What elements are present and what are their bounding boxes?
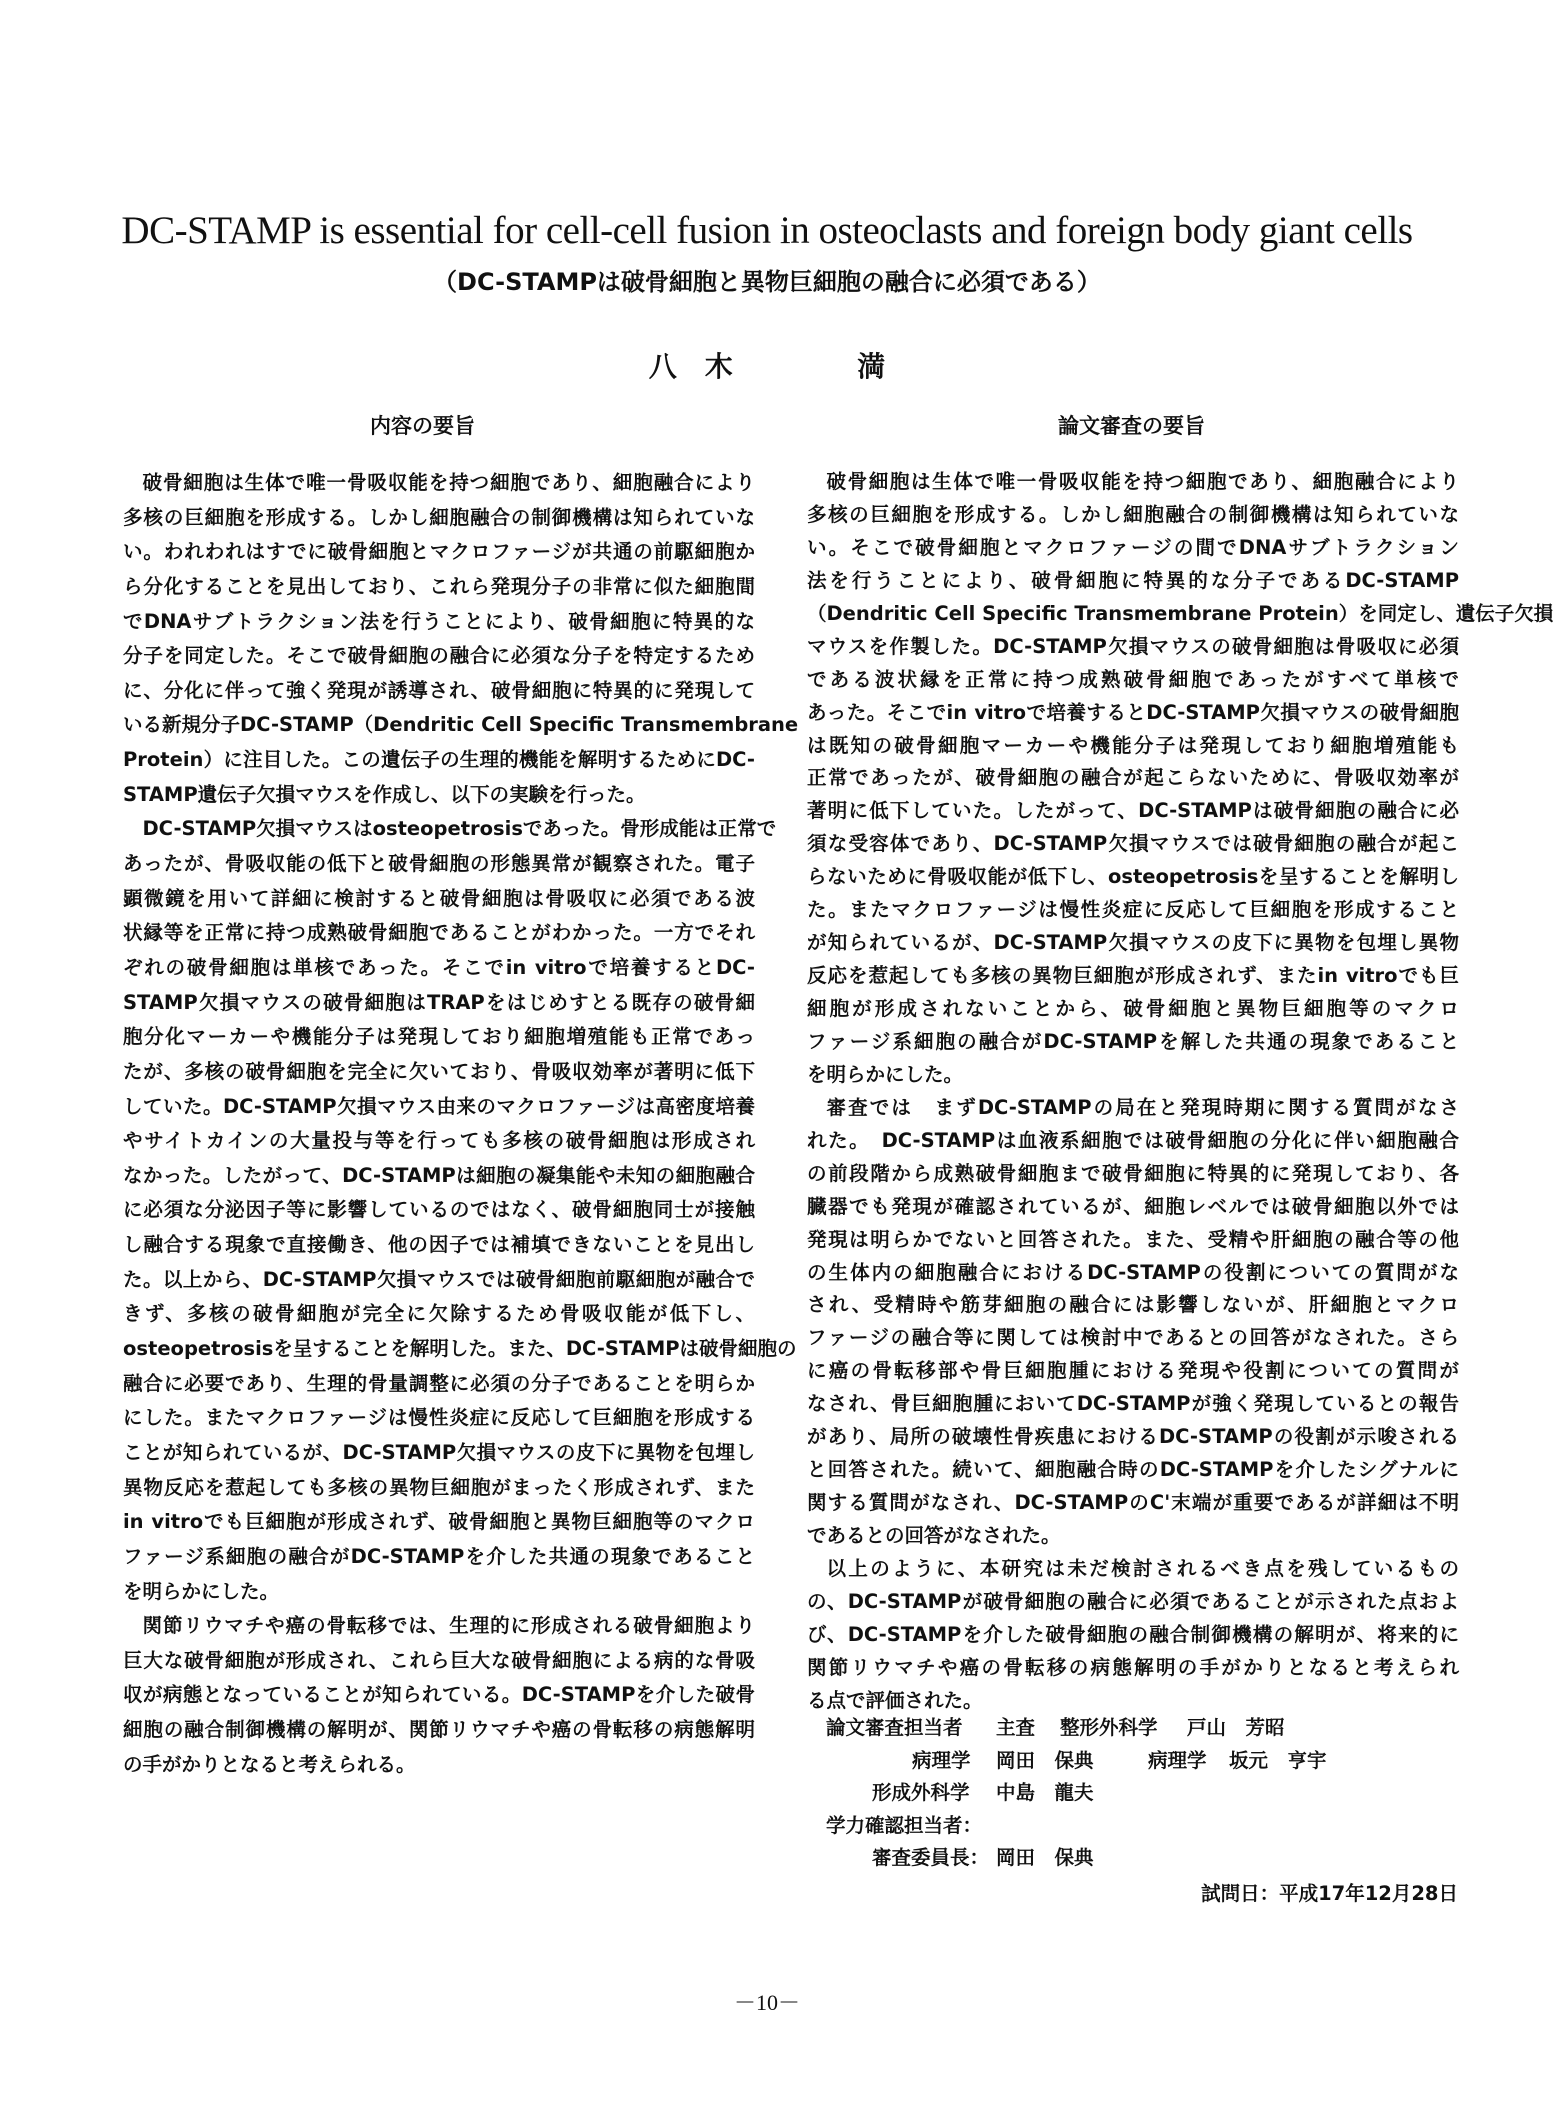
text-line: 多核の巨細胞を形成する。しかし細胞融合の制御機構は知られていな <box>123 505 755 529</box>
text-line: 須な受容体であり、DC-STAMP欠損マウスでは破骨細胞の融合が起こ <box>807 832 1459 856</box>
text-line: ファージ系細胞の融合がDC-STAMPを介した共通の現象であること <box>123 1544 755 1568</box>
text-line: あった。そこでin vitroで培養するとDC-STAMP欠損マウスの破骨細胞 <box>807 700 1459 724</box>
text-line: やサイトカインの大量投与等を行っても多核の破骨細胞は形成され <box>123 1129 755 1153</box>
text-line: たが、多核の破骨細胞を完全に欠いており、骨吸収効率が著明に低下 <box>123 1059 755 1083</box>
text-line: 以上のように、本研究は未だ検討されるべき点を残しているもの <box>826 1556 1459 1580</box>
text-line: 巨大な破骨細胞が形成され、これら巨大な破骨細胞による病的な骨吸 <box>123 1648 755 1672</box>
text-line: 関節リウマチや癌の骨転移の病態解明の手がかりとなると考えられ <box>807 1655 1459 1679</box>
ability-check-label: 学力確認担当者： <box>826 1814 983 1837</box>
text-line: STAMP遺伝子欠損マウスを作成し、以下の実験を行った。 <box>123 782 646 806</box>
section-heading-abstract: 内容の要旨 <box>370 414 475 438</box>
text-line: ぞれの破骨細胞は単核であった。そこでin vitroで培養するとDC- <box>123 955 755 979</box>
section-heading-review: 論文審査の要旨 <box>1058 414 1205 438</box>
committee-chair-name: 岡田 保典 <box>996 1846 1094 1869</box>
examiner-name: 岡田 保典 <box>996 1749 1094 1772</box>
text-line: 反応を惹起しても多核の異物巨細胞が形成されず、またin vitroでも巨 <box>807 964 1459 988</box>
text-line: た。以上から、DC-STAMP欠損マウスでは破骨細胞前駆細胞が融合で <box>123 1267 755 1291</box>
text-line: 異物反応を惹起しても多核の異物巨細胞がまったく形成されず、また <box>123 1475 755 1499</box>
text-line: きず、多核の破骨細胞が完全に欠除するため骨吸収能が低下し、 <box>123 1302 755 1326</box>
text-line: 細胞の融合制御機構の解明が、関節リウマチや癌の骨転移の病態解明 <box>123 1718 755 1742</box>
text-line: 状縁等を正常に持つ成熟破骨細胞であることがわかった。一方でそれ <box>123 921 755 945</box>
text-line: にした。またマクロファージは慢性炎症に反応して巨細胞を形成する <box>123 1406 755 1430</box>
text-line: （Dendritic Cell Specific Transmembrane Protein）を同定し、遺伝子欠損 <box>807 601 1553 625</box>
examiner-dept: 病理学 <box>912 1749 971 1772</box>
text-line: STAMP欠損マウスの破骨細胞はTRAPをはじめすとる既存の破骨細 <box>123 990 755 1014</box>
text-line: い。われわれはすでに破骨細胞とマクロファージが共通の前駆細胞か <box>123 540 755 564</box>
text-line: 破骨細胞は生体で唯一骨吸収能を持つ細胞であり、細胞融合により <box>142 471 755 494</box>
text-line: と回答された。続いて、細胞融合時のDC-STAMPを介したシグナルに <box>807 1458 1459 1482</box>
text-line: の、DC-STAMPが破骨細胞の融合に必須であることが示された点およ <box>807 1589 1459 1613</box>
text-line: 関節リウマチや癌の骨転移では、生理的に形成される破骨細胞より <box>142 1614 755 1638</box>
text-line: 収が病態となっていることが知られている。DC-STAMPを介した破骨 <box>123 1683 755 1707</box>
examiners-label: 論文審査担当者 <box>826 1716 963 1739</box>
text-line: マウスを作製した。DC-STAMP欠損マウスの破骨細胞は骨吸収に必須 <box>807 634 1459 658</box>
text-line: 細胞が形成されないことから、破骨細胞と異物巨細胞等のマクロ <box>807 997 1459 1020</box>
text-line: し融合する現象で直接働き、他の因子では補填できないことを見出し <box>123 1233 755 1257</box>
text-line: ファージの融合等に関しては検討中であるとの回答がなされた。さら <box>807 1326 1459 1350</box>
text-line: に、分化に伴って強く発現が誘導され、破骨細胞に特異的に発現して <box>123 678 755 702</box>
text-line: の前段階から成熟破骨細胞まで破骨細胞に特異的に発現しており、各 <box>807 1161 1459 1185</box>
text-line: 多核の巨細胞を形成する。しかし細胞融合の制御機構は知られていな <box>807 502 1459 526</box>
text-line: なされ、骨巨細胞腫においてDC-STAMPが強く発現しているとの報告 <box>807 1392 1459 1416</box>
author-name <box>0 345 1534 385</box>
text-line: ファージ系細胞の融合がDC-STAMPを解した共通の現象であること <box>807 1029 1459 1053</box>
author-given-name: 満 <box>857 350 886 383</box>
text-line: は既知の破骨細胞マーカーや機能分子は発現しており細胞増殖能も <box>807 733 1459 757</box>
text-line: 法を行うことにより、破骨細胞に特異的な分子であるDC-STAMP <box>807 568 1459 592</box>
text-line: を明らかにした。 <box>123 1579 280 1603</box>
text-line: 正常であったが、破骨細胞の融合が起こらないために、骨吸収効率が <box>807 766 1459 790</box>
text-line: osteopetrosisを呈することを解明した。また、DC-STAMPは破骨細胞の <box>123 1337 797 1361</box>
abstract-column <box>123 466 799 1782</box>
text-line: in vitroでも巨細胞が形成されず、破骨細胞と異物巨細胞等のマクロ <box>123 1510 755 1534</box>
text-line: DC-STAMP欠損マウスはosteopetrosisであった。骨形成能は正常で <box>142 817 777 841</box>
text-line: され、受精時や筋芽細胞の融合には影響しないが、肝細胞とマクロ <box>807 1293 1459 1317</box>
page-number: －10－ <box>733 1990 800 2015</box>
text-line: れた。 DC-STAMPは血液系細胞では破骨細胞の分化に伴い細胞融合 <box>807 1128 1459 1152</box>
text-line: が知られているが、DC-STAMP欠損マウスの皮下に異物を包埋し異物 <box>807 931 1459 955</box>
text-line: 破骨細胞は生体で唯一骨吸収能を持つ細胞であり、細胞融合により <box>826 470 1459 493</box>
text-line: 著明に低下していた。したがって、DC-STAMPは破骨細胞の融合に必 <box>807 799 1459 823</box>
examiner-dept: 形成外科学 <box>872 1781 970 1804</box>
text-line: の生体内の細胞融合におけるDC-STAMPの役割についての質問がな <box>807 1260 1459 1284</box>
text-line: Protein）に注目した。この遺伝子の生理的機能を解明するためにDC- <box>123 748 755 772</box>
text-line: び、DC-STAMPを介した破骨細胞の融合制御機構の解明が、将来的に <box>807 1622 1459 1646</box>
chief-label: 主査 <box>996 1716 1036 1739</box>
text-line: 関する質問がなされ、DC-STAMPのC'末端が重要であるが詳細は不明 <box>807 1491 1459 1515</box>
text-line: の手がかりとなると考えられる。 <box>123 1752 416 1776</box>
examiner-name: 戸山 芳昭 <box>1187 1716 1285 1739</box>
text-line: でDNAサブトラクション法を行うことにより、破骨細胞に特異的な <box>123 609 755 633</box>
text-line: あったが、骨吸収能の低下と破骨細胞の形態異常が観察された。電子 <box>123 852 755 876</box>
text-line: る点で評価された。 <box>807 1688 983 1712</box>
text-line: していた。DC-STAMP欠損マウス由来のマクロファージは高密度培養 <box>123 1094 755 1118</box>
examiner-dept: 病理学 <box>1148 1749 1207 1772</box>
text-line: があり、局所の破壊性骨疾患におけるDC-STAMPの役割が示唆される <box>807 1425 1459 1449</box>
text-line: に癌の骨転移部や骨巨細胞腫における発現や役割についての質問が <box>807 1359 1459 1383</box>
examiner-dept: 整形外科学 <box>1060 1716 1158 1739</box>
examiner-name: 坂元 亨宇 <box>1229 1749 1327 1772</box>
text-line: を明らかにした。 <box>807 1062 964 1086</box>
paper-title: DC-STAMP is essential for cell-cell fusion in osteoclasts and foreign body giant cells <box>121 209 1413 252</box>
text-line: らないために骨吸収能が低下し、osteopetrosisを呈することを解明し <box>807 865 1459 889</box>
review-column <box>807 466 1553 1718</box>
text-line: 発現は明らかでないと回答された。また、受精や肝細胞の融合等の他 <box>807 1227 1459 1251</box>
text-line: 胞分化マーカーや機能分子は発現しており細胞増殖能も正常であっ <box>123 1025 755 1049</box>
examiner-name: 中島 龍夫 <box>996 1781 1094 1804</box>
author-family-name: 八 木 <box>648 350 733 383</box>
text-line: いる新規分子DC-STAMP（Dendritic Cell Specific Transmembrane <box>123 713 799 737</box>
text-line: 分子を同定した。そこで破骨細胞の融合に必須な分子を特定するため <box>123 644 755 668</box>
text-line: ら分化することを見出しており、これら発現分子の非常に似た細胞間 <box>123 574 755 598</box>
text-line: 審査では まずDC-STAMPの局在と発現時期に関する質問がなさ <box>826 1095 1459 1119</box>
exam-date: 試問日：平成17年12月28日 <box>1201 1882 1458 1905</box>
text-line: 融合に必要であり、生理的骨量調整に必須の分子であることを明らか <box>123 1371 755 1395</box>
text-line: 顕微鏡を用いて詳細に検討すると破骨細胞は骨吸収に必須である波 <box>123 886 755 910</box>
text-line: い。そこで破骨細胞とマクロファージの間でDNAサブトラクション <box>807 535 1459 559</box>
text-line: に必須な分泌因子等に影響しているのではなく、破骨細胞同士が接触 <box>123 1198 755 1222</box>
committee-chair-label: 審査委員長： <box>872 1846 990 1869</box>
text-line: なかった。したがって、DC-STAMPは細胞の凝集能や未知の細胞融合 <box>123 1163 755 1187</box>
text-line: である波状縁を正常に持つ成熟破骨細胞であったがすべて単核で <box>807 667 1459 691</box>
text-line: 臓器でも発現が確認されているが、細胞レベルでは破骨細胞以外では <box>807 1194 1459 1218</box>
text-line: であるとの回答がなされた。 <box>807 1524 1061 1547</box>
text-line: た。またマクロファージは慢性炎症に反応して巨細胞を形成すること <box>807 898 1459 922</box>
text-line: ことが知られているが、DC-STAMP欠損マウスの皮下に異物を包埋し <box>123 1440 755 1464</box>
paper-subtitle-japanese: （DC-STAMPは破骨細胞と異物巨細胞の融合に必須である） <box>433 268 1101 296</box>
